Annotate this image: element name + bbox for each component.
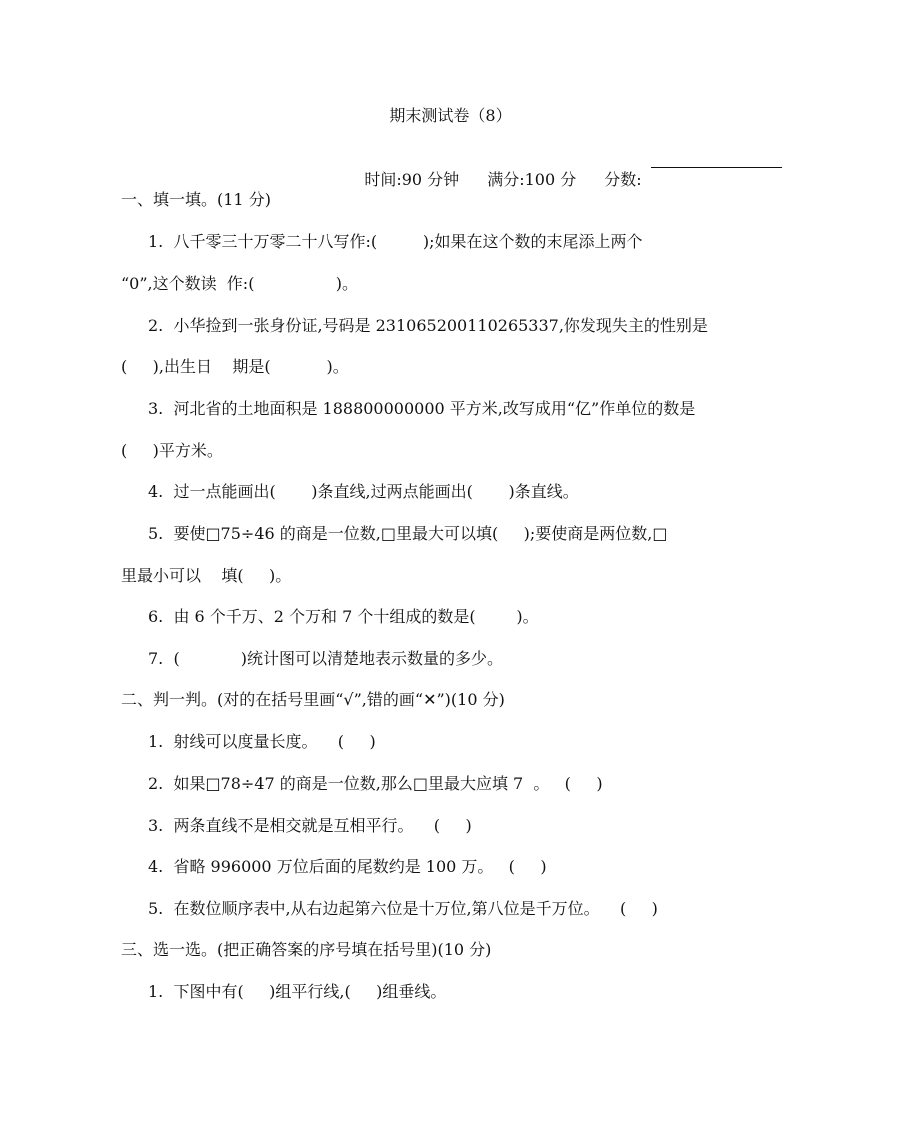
score-blank[interactable]: [651, 167, 782, 168]
section3-heading: 三、选一选。(把正确答案的序号填在括号里)(10 分): [121, 940, 492, 959]
q1-3-line2: ( )平方米。: [121, 441, 223, 460]
exam-meta: [344, 147, 642, 213]
q1-5-line2: 里最小可以 填( )。: [121, 566, 292, 585]
q1-2-line2: ( ),出生日 期是( )。: [121, 357, 349, 376]
section1-heading: 一、填一填。(11 分): [121, 190, 271, 209]
q2-1: 1. 射线可以度量长度。 ( ): [148, 732, 376, 751]
q2-2: 2. 如果□78÷47 的商是一位数,那么□里最大应填 7 。 ( ): [148, 774, 603, 793]
page-title: 期末测试卷（8）: [389, 106, 512, 125]
section2-heading: 二、判一判。(对的在括号里画“√”,错的画“✕”)(10 分): [121, 690, 505, 709]
q1-1-line1: 1. 八千零三十万零二十八写作:( );如果在这个数的末尾添上两个: [148, 232, 643, 251]
q1-1-line2: “0”,这个数读 作:( )。: [121, 274, 359, 293]
q1-5-line1: 5. 要使□75÷46 的商是一位数,□里最大可以填( );要使商是两位数,□: [148, 524, 668, 543]
q1-7: 7. ( )统计图可以清楚地表示数量的多少。: [148, 649, 503, 668]
time-label: 时间:90 分钟: [364, 170, 460, 189]
full-score-label: 满分:100 分: [487, 170, 577, 189]
q1-6: 6. 由 6 个千万、2 个万和 7 个十组成的数是( )。: [148, 607, 539, 626]
q1-4: 4. 过一点能画出( )条直线,过两点能画出( )条直线。: [148, 482, 579, 501]
q2-4: 4. 省略 996000 万位后面的尾数约是 100 万。 ( ): [148, 857, 547, 876]
q1-3-line1: 3. 河北省的土地面积是 188800000000 平方米,改写成用“亿”作单位的数是: [148, 399, 696, 418]
score-label: 分数:: [604, 170, 642, 189]
q1-2-line1: 2. 小华捡到一张身份证,号码是 231065200110265337,你发现失主的性别是: [148, 316, 708, 335]
q2-5: 5. 在数位顺序表中,从右边起第六位是十万位,第八位是千万位。 ( ): [148, 899, 658, 918]
q3-1: 1. 下图中有( )组平行线,( )组垂线。: [148, 982, 447, 1001]
q2-3: 3. 两条直线不是相交就是互相平行。 ( ): [148, 816, 472, 835]
